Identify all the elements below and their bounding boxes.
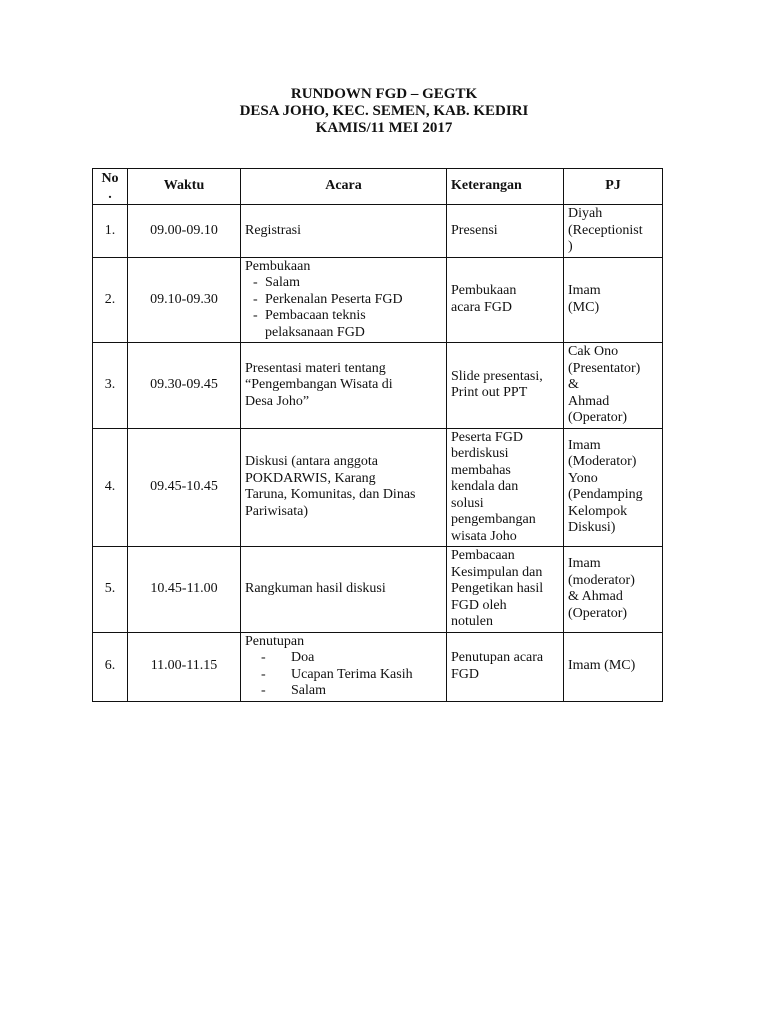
activity-title: Pembukaan bbox=[245, 258, 311, 274]
header-no: No . bbox=[93, 169, 128, 205]
row-number: 6. bbox=[93, 632, 128, 701]
row-notes: Peserta FGD berdiskusi membahas kendala dan solusi pengembangan wisata Joho bbox=[447, 428, 564, 547]
row-activity bbox=[241, 257, 447, 343]
row-time: 09.30-09.45 bbox=[128, 343, 241, 429]
activity-list bbox=[245, 650, 442, 700]
row-notes: Slide presentasi, Print out PPT bbox=[447, 343, 564, 429]
table-row bbox=[93, 632, 663, 701]
rundown-table bbox=[92, 168, 663, 702]
row-time: 09.10-09.30 bbox=[128, 257, 241, 343]
row-notes: Pembacaan Kesimpulan dan Pengetikan hasil FGD oleh notulen bbox=[447, 547, 564, 633]
activity-list-item-continued: pelaksanaan FGD bbox=[265, 324, 365, 340]
table-row bbox=[93, 205, 663, 258]
row-time: 09.45-10.45 bbox=[128, 428, 241, 547]
header-pj: PJ bbox=[564, 169, 663, 205]
row-activity: Registrasi bbox=[241, 205, 447, 258]
header-acara: Acara bbox=[241, 169, 447, 205]
activity-list-item: - Salam bbox=[245, 683, 442, 700]
row-person-in-charge: Diyah (Receptionist ) bbox=[564, 205, 663, 258]
activity-list-item: - Salam bbox=[245, 275, 442, 292]
row-number: 1. bbox=[93, 205, 128, 258]
table-row bbox=[93, 257, 663, 343]
table-row bbox=[93, 428, 663, 547]
row-notes: Pembukaan acara FGD bbox=[447, 257, 564, 343]
activity-list-item: - Doa bbox=[245, 650, 442, 667]
row-time: 10.45-11.00 bbox=[128, 547, 241, 633]
activity-list-item: - Perkenalan Peserta FGD bbox=[245, 292, 442, 309]
activity-list-item: - Ucapan Terima Kasih bbox=[245, 667, 442, 684]
row-notes: Presensi bbox=[447, 205, 564, 258]
row-number: 3. bbox=[93, 343, 128, 429]
row-number: 2. bbox=[93, 257, 128, 343]
title-line-1: RUNDOWN FGD – GEGTK bbox=[290, 86, 478, 102]
activity-list-item: - Pembacaan teknis bbox=[245, 308, 442, 325]
activity-list bbox=[245, 275, 442, 341]
table-header-row bbox=[93, 169, 663, 205]
title-line-2: DESA JOHO, KEC. SEMEN, KAB. KEDIRI bbox=[239, 103, 529, 119]
row-person-in-charge: Imam (moderator) & Ahmad (Operator) bbox=[564, 547, 663, 633]
title-line-3: KAMIS/11 MEI 2017 bbox=[315, 120, 453, 136]
row-activity bbox=[241, 632, 447, 701]
row-person-in-charge: Imam (MC) bbox=[564, 257, 663, 343]
row-number: 4. bbox=[93, 428, 128, 547]
row-time: 09.00-09.10 bbox=[128, 205, 241, 258]
row-notes: Penutupan acara FGD bbox=[447, 632, 564, 701]
row-time: 11.00-11.15 bbox=[128, 632, 241, 701]
row-activity: Diskusi (antara anggota POKDARWIS, Karang Taruna, Komunitas, dan Dinas Pariwisata) bbox=[241, 428, 447, 547]
row-activity: Presentasi materi tentang “Pengembangan Wisata di Desa Joho” bbox=[241, 343, 447, 429]
document-title bbox=[0, 86, 768, 137]
header-waktu: Waktu bbox=[128, 169, 241, 205]
row-person-in-charge: Imam (Moderator) Yono (Pendamping Kelompok Diskusi) bbox=[564, 428, 663, 547]
table-row bbox=[93, 343, 663, 429]
row-activity: Rangkuman hasil diskusi bbox=[241, 547, 447, 633]
row-person-in-charge: Imam (MC) bbox=[564, 632, 663, 701]
row-person-in-charge: Cak Ono (Presentator) & Ahmad (Operator) bbox=[564, 343, 663, 429]
header-keterangan: Keterangan bbox=[447, 169, 564, 205]
table-row bbox=[93, 547, 663, 633]
row-number: 5. bbox=[93, 547, 128, 633]
activity-title: Penutupan bbox=[245, 633, 305, 649]
